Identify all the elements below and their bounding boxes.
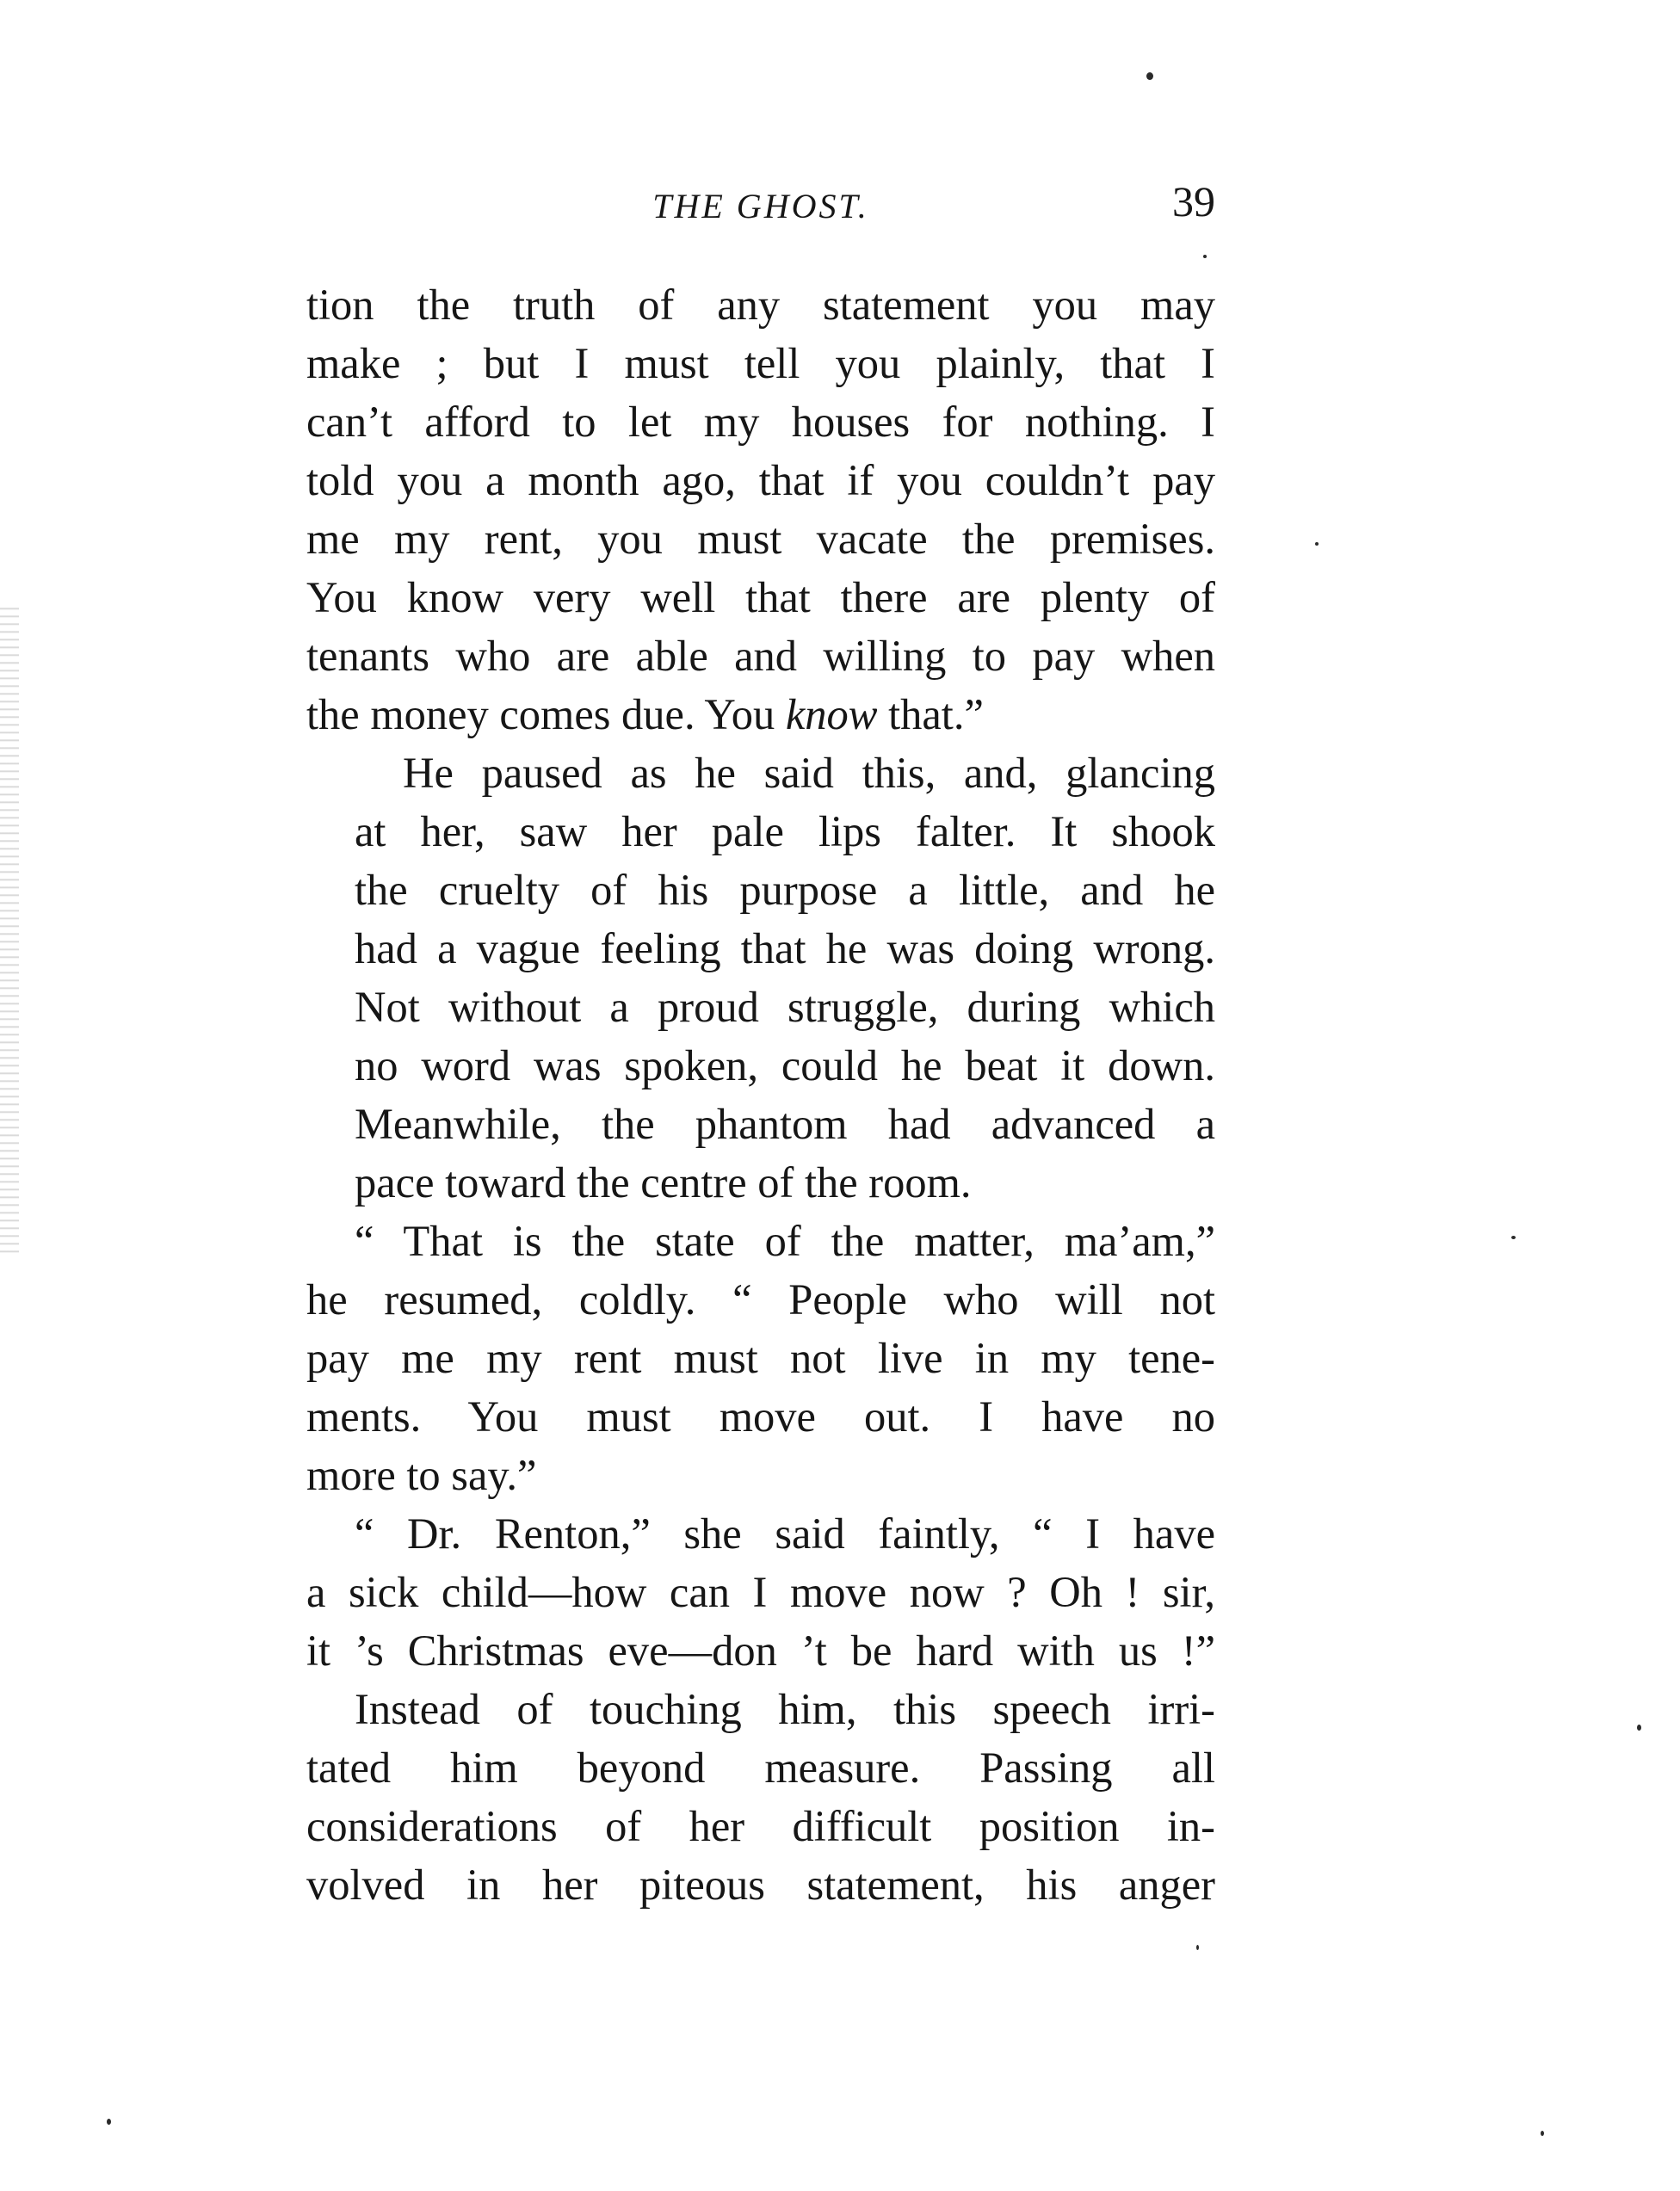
- text-line: He paused as he said this, and, glancing: [403, 749, 1215, 797]
- text-line: more to say.”: [306, 1451, 537, 1499]
- scan-speck: [1315, 542, 1319, 546]
- scan-speck: [1637, 1725, 1641, 1731]
- text-line: at her, saw her pale lips falter. It shook: [355, 807, 1215, 855]
- scan-edge-noise: [0, 602, 19, 1256]
- text-line: Instead of touching him, this speech irri-: [355, 1685, 1215, 1733]
- paragraph-2: [306, 744, 1215, 1212]
- text-line: a sick child—how can I move now ? Oh ! sir,: [306, 1568, 1215, 1616]
- text-line: “ Dr. Renton,” she said faintly, “ I have: [355, 1509, 1215, 1558]
- scan-speck: [1196, 1945, 1199, 1950]
- text-line: tenants who are able and willing to pay when: [306, 632, 1215, 680]
- text-line: had a vague feeling that he was doing wrong.: [355, 924, 1215, 972]
- text-line: pay me my rent must not live in my tene-: [306, 1334, 1215, 1382]
- paragraph-4: [306, 1504, 1215, 1680]
- text-line: it ’s Christmas eve—don ’t be hard with us !”: [306, 1626, 1215, 1675]
- text-line: volved in her piteous statement, his anger: [306, 1861, 1215, 1909]
- text-line: no word was spoken, could he beat it down.: [355, 1041, 1215, 1089]
- text-line: “ That is the state of the matter, ma’am,”: [355, 1217, 1215, 1265]
- text-line: ments. You must move out. I have no: [306, 1392, 1215, 1441]
- text-line: me my rent, you must vacate the premises.: [306, 515, 1215, 563]
- emphasis-text: know: [785, 690, 878, 738]
- text-line: he resumed, coldly. “ People who will not: [306, 1275, 1215, 1324]
- text-line: make ; but I must tell you plainly, that I: [306, 339, 1215, 387]
- paragraph-5: [306, 1680, 1215, 1914]
- text-line: You know very well that there are plenty of: [306, 573, 1215, 621]
- running-head: [306, 177, 1215, 232]
- text-line: tion the truth of any statement you may: [306, 281, 1215, 329]
- scan-speck: [1541, 2131, 1544, 2136]
- text-line: tated him beyond measure. Passing all: [306, 1744, 1215, 1792]
- scan-speck: [1511, 1236, 1516, 1239]
- page-number: 39: [1172, 177, 1215, 225]
- text-line: the cruelty of his purpose a little, and he: [355, 866, 1215, 914]
- text-line: considerations of her difficult position in-: [306, 1802, 1215, 1850]
- text-line: pace toward the centre of the room.: [355, 1158, 972, 1207]
- text-run: that.”: [877, 690, 984, 738]
- text-line: [306, 685, 1215, 744]
- running-title: THE GHOST.: [652, 187, 869, 225]
- scan-speck: [1146, 72, 1153, 80]
- text-line: Meanwhile, the phantom had advanced a: [355, 1100, 1215, 1148]
- paragraph-3: [306, 1212, 1215, 1504]
- body-text: [306, 275, 1215, 1914]
- text-run: the money comes due. You: [306, 690, 786, 738]
- text-line: told you a month ago, that if you couldn’t pay: [306, 456, 1215, 504]
- scan-speck: [107, 2119, 111, 2125]
- text-line: can’t afford to let my houses for nothing. I: [306, 398, 1215, 446]
- paragraph-1: [306, 275, 1215, 744]
- scan-speck: [1203, 255, 1207, 258]
- text-line: Not without a proud struggle, during which: [355, 983, 1215, 1031]
